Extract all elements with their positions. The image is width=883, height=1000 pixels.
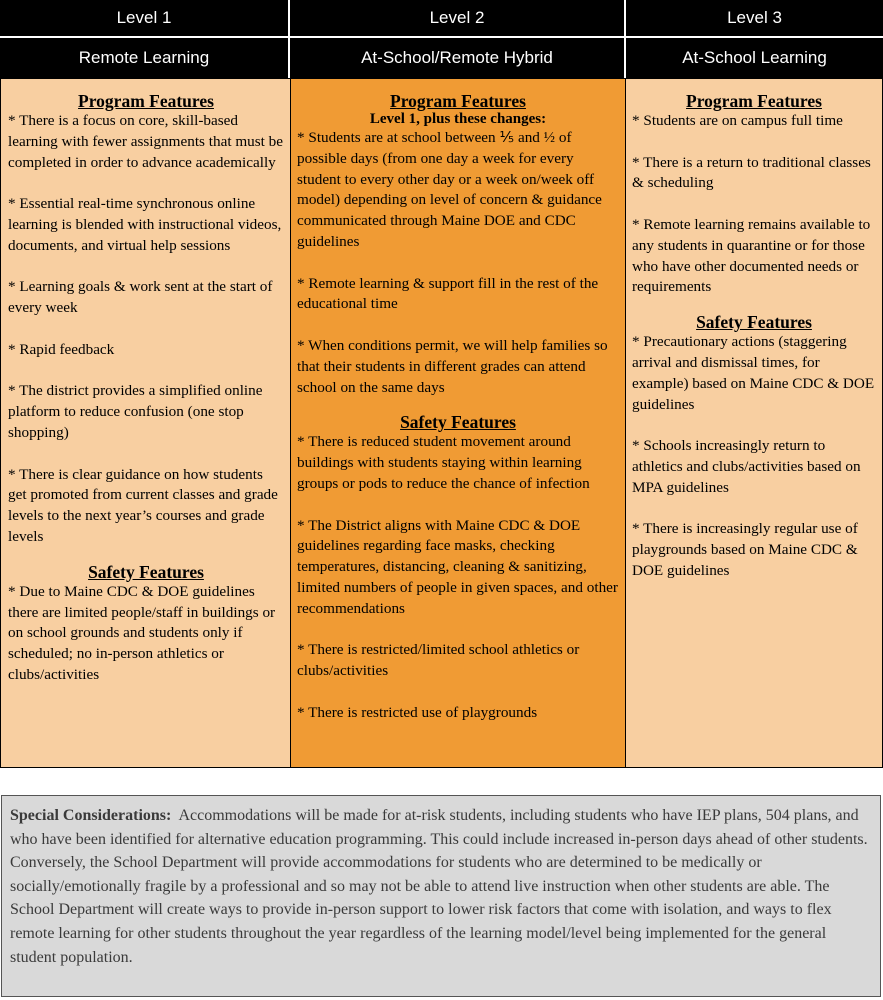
safety-feature-item: * There is restricted/limited school athletics or clubs/activities: [297, 641, 580, 680]
level-1-column: [0, 78, 290, 768]
program-feature-item: * Remote learning & support fill in the rest of the educational time: [297, 274, 599, 313]
special-considerations-box: [1, 795, 881, 997]
safety-feature-item: * Due to Maine CDC & DOE guidelines there are limited people/staff in buildings or on school grounds and students only if scheduled; no in-person athletics or clubs/activities: [8, 582, 276, 683]
program-feature-item: * The district provides a simplified online platform to reduce confusion (one stop shopping): [8, 382, 263, 441]
program-feature-item: * There is clear guidance on how students get promoted from current classes and grade levels to the next year’s courses and grade levels: [8, 465, 278, 545]
level-3-heading: Level 3: [626, 0, 883, 38]
safety-feature-item: * Schools increasingly return to athletics and clubs/activities based on MPA guidelines: [632, 437, 861, 496]
program-feature-item: * Students are at school between ⅕ and ½ of possible days (from one day a week for every student to every other day or a week on/week off model) depending on level of concern & guidance communicated through Maine DOE and CDC guidelines: [297, 129, 602, 250]
program-feature-item: * Students are on campus full time: [632, 112, 843, 129]
program-features-title: Program Features: [78, 91, 214, 111]
safety-features-title: Safety Features: [696, 312, 812, 333]
program-features-title: Program Features: [390, 91, 526, 111]
program-features-title: Program Features: [686, 91, 822, 111]
safety-features-title: Safety Features: [88, 561, 204, 582]
program-feature-item: * Rapid feedback: [8, 340, 115, 358]
safety-feature-item: * There is restricted use of playgrounds: [297, 703, 538, 721]
program-features-subtitle: Level 1, plus these changes:: [369, 111, 547, 127]
program-feature-item: * Learning goals & work sent at the start of every week: [8, 278, 273, 317]
program-feature-item: * There is a return to traditional classes & scheduling: [632, 153, 871, 192]
level-2-mode: At-School/Remote Hybrid: [290, 38, 626, 78]
level-3-column: [626, 78, 883, 768]
level-3-mode: At-School Learning: [626, 38, 883, 78]
program-feature-item: * When conditions permit, we will help families so that their students in different grades can attend school on the same days: [297, 336, 608, 396]
safety-features-title: Safety Features: [400, 412, 516, 433]
special-considerations-label: Special Considerations:: [10, 807, 172, 824]
program-feature-item: * Remote learning remains available to any students in quarantine or for those who have other documented needs or requirements: [632, 215, 871, 296]
program-feature-item: * There is a focus on core, skill-based learning with fewer assignments that must be completed in order to advance academically: [8, 112, 283, 171]
level-2-column: [290, 78, 626, 768]
level-1-heading: Level 1: [0, 0, 290, 38]
safety-feature-item: * There is reduced student movement around buildings with students staying within learning groups or pods to reduce the chance of infection: [297, 433, 590, 492]
program-feature-item: * Essential real-time synchronous online learning is blended with instructional videos, documents, and virtual help sessions: [8, 195, 282, 254]
safety-feature-item: * Precautionary actions (staggering arrival and dismissal times, for example) based on Maine CDC & DOE guidelines: [632, 333, 875, 413]
level-2-heading: Level 2: [290, 0, 626, 38]
special-considerations-text: Accommodations will be made for at-risk students, including students who have IEP plans, 504 plans, and who have been identified for alternative education programming. This could include increased in-person days ahead of other students. Conversely, the School Department will provide accommodations for students who are determined to be medically or socially/emotionally fragile by a professional and so may not be able to attend live instruction when other students are able. The School Department will create ways to provide in-person support to lower risk factors that come with isolation, and ways to flex remote learning for other students throughout the year regardless of the learning model/level being implemented for the general student population.: [10, 807, 868, 966]
level-1-mode: Remote Learning: [0, 38, 290, 78]
safety-feature-item: * The District aligns with Maine CDC & DOE guidelines regarding face masks, checking temperatures, distancing, cleaning & sanitizing, limited numbers of people in given spaces, and other recommendations: [297, 516, 618, 617]
safety-feature-item: * There is increasingly regular use of playgrounds based on Maine CDC & DOE guidelines: [632, 520, 858, 579]
